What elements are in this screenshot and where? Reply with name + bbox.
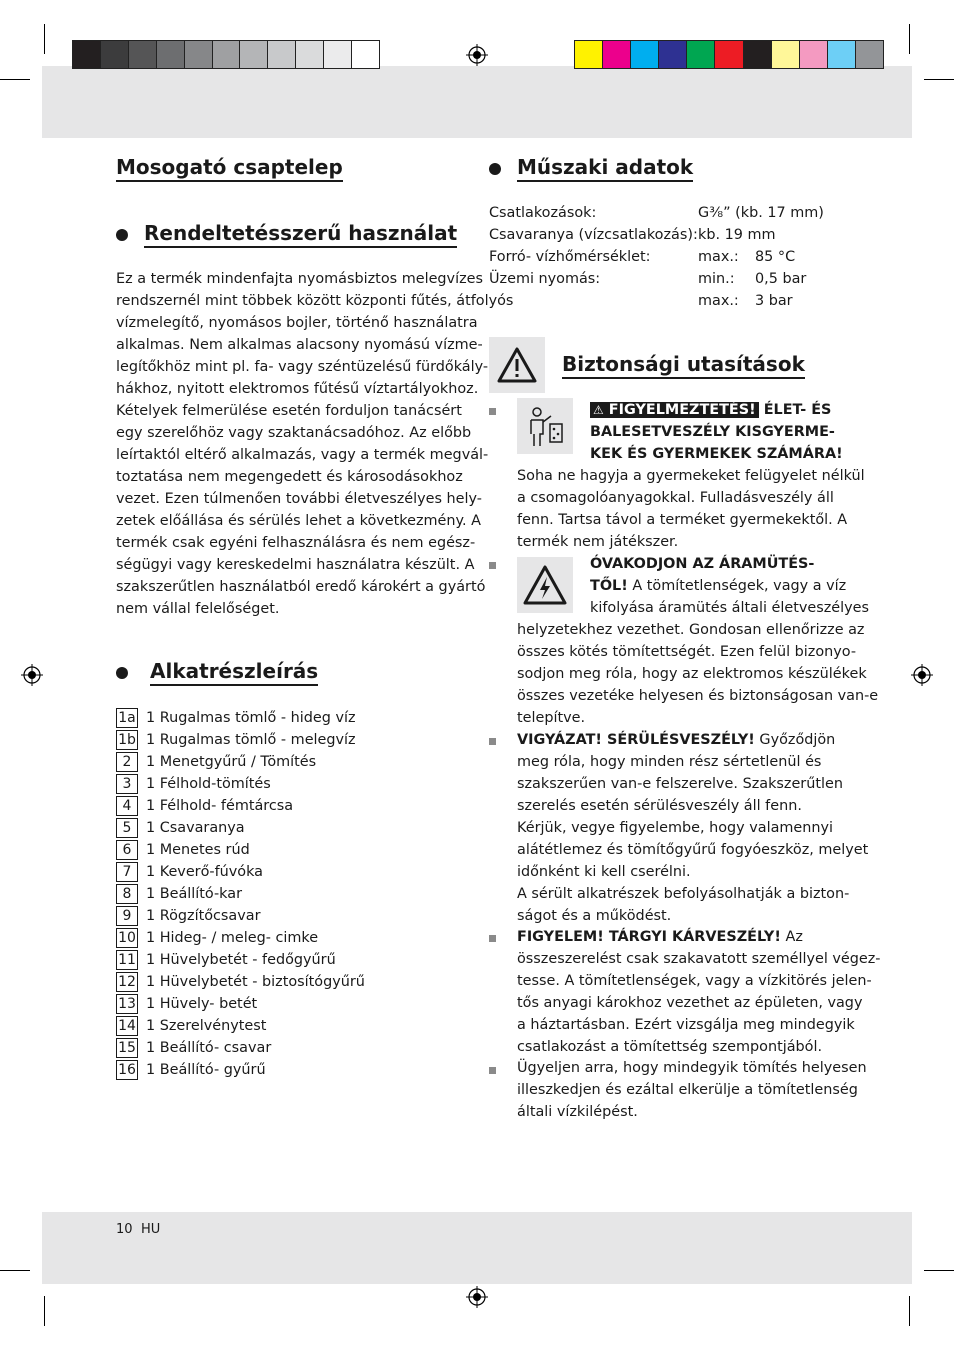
page-title: Mosogató csaptelep — [116, 155, 343, 182]
part-row — [116, 729, 365, 751]
warning1-line: fenn. Tartsa távol a terméket gyermekektől. A — [517, 512, 848, 528]
specs-heading-text: Műszaki adatok — [517, 155, 693, 182]
part-label: 1 Keverő-fúvóka — [146, 864, 263, 880]
warning2-head-a: ÓVAKODJON AZ ÁRAMÜTÉS- — [590, 556, 815, 572]
part-label: 1 Rugalmas tömlő - hideg víz — [146, 710, 356, 726]
part-label: 1 Félhold-tömítés — [146, 776, 271, 792]
part-row — [116, 883, 365, 905]
language-code: HU — [141, 1222, 161, 1237]
warning2-heading — [590, 553, 869, 619]
warning2-body — [517, 619, 878, 729]
note5-line: általi vízkilépést. — [517, 1104, 638, 1120]
warning4-head: FIGYELEM! TÁRGYI KÁRVESZÉLY! — [517, 929, 781, 945]
warning1-head-b: BALESETVESZÉLY KISGYERME- — [590, 424, 835, 440]
cmyk-color-strip — [574, 40, 884, 69]
warning1-heading — [590, 399, 843, 465]
part-row — [116, 707, 365, 729]
warning3-line: A sérült alkatrészek befolyásolhatják a bizton- — [517, 886, 850, 902]
specs-heading — [489, 155, 693, 182]
parts-heading — [116, 659, 318, 686]
spec-value-2: 3 bar — [755, 293, 793, 309]
part-label: 1 Beállító- csavar — [146, 1040, 272, 1056]
part-row — [116, 949, 365, 971]
crop-mark — [924, 1270, 954, 1271]
spec-label: Üzemi nyomás: — [489, 271, 601, 287]
spec-value-2: 0,5 bar — [755, 271, 807, 287]
part-label: 1 Beállító-kar — [146, 886, 242, 902]
intended-use-heading — [116, 221, 457, 248]
bullet-square-icon — [489, 1067, 496, 1074]
note5-body — [517, 1057, 867, 1123]
cmyk-swatch — [603, 41, 631, 68]
crop-mark — [0, 79, 30, 80]
part-label: 1 Csavaranya — [146, 820, 245, 836]
safety-heading: Biztonsági utasítások — [562, 352, 805, 379]
page-number: 10 — [116, 1222, 133, 1237]
spec-label: Csavaranya (vízcsatlakozás): — [489, 227, 698, 243]
warning4-line: tesse. A tömítetlenségek, vagy a vízkitörés jelen- — [517, 973, 872, 989]
part-label: 1 Hüvelybetét - biztosítógyűrű — [146, 974, 365, 990]
part-number: 9 — [116, 906, 138, 926]
warning2-line: összes vezetéke helyesen és biztonságosan van-e — [517, 688, 879, 704]
cmyk-swatch — [659, 41, 687, 68]
crop-mark — [909, 1296, 910, 1326]
warning3-body — [517, 729, 868, 927]
part-number: 5 — [116, 818, 138, 838]
part-number: 3 — [116, 774, 138, 794]
part-number: 7 — [116, 862, 138, 882]
warning2-line: összes kötés tömítettségét. Ezen felül bizonyo- — [517, 644, 857, 660]
spec-value: max.: — [698, 293, 739, 309]
gray-swatch — [352, 41, 379, 68]
part-number: 1a — [116, 708, 138, 728]
gray-swatch — [296, 41, 324, 68]
warning1-line: a csomagolóanyagokkal. Fulladásveszély áll — [517, 490, 834, 506]
intended-use-line: egy szerelőhöz vagy szaktanácsadóhoz. Az előbb — [116, 425, 472, 441]
part-row — [116, 839, 365, 861]
bullet-square-icon — [489, 738, 496, 745]
gray-color-strip — [72, 40, 380, 69]
electric-warning-icon-box — [517, 557, 573, 613]
footer-band — [42, 1212, 912, 1284]
gray-swatch — [185, 41, 213, 68]
intended-use-line: hákhoz, nyitott elektromos fűtésű víztartályokhoz. — [116, 381, 479, 397]
warning3-line: szerelés esetén sérülésveszély áll fenn. — [517, 798, 802, 814]
bullet-icon — [489, 163, 501, 175]
intended-use-paragraph — [116, 268, 513, 620]
registration-mark-icon — [466, 1286, 488, 1308]
crop-mark — [909, 24, 910, 54]
registration-mark-icon — [911, 664, 933, 686]
part-number: 4 — [116, 796, 138, 816]
warning1-body — [517, 465, 865, 553]
part-number: 13 — [116, 994, 138, 1014]
part-row — [116, 861, 365, 883]
warning2-rest-b: A tömítetlenségek, vagy a víz — [627, 578, 847, 594]
bullet-square-icon — [489, 935, 496, 942]
warning3-line: ságot és a működést. — [517, 908, 672, 924]
part-label: 1 Beállító- gyűrű — [146, 1062, 266, 1078]
part-row — [116, 927, 365, 949]
cmyk-swatch — [631, 41, 659, 68]
part-label: 1 Rögzítőcsavar — [146, 908, 261, 924]
intended-use-line: toztatása nem megengedett és károsodásokhoz — [116, 469, 463, 485]
bullet-square-icon — [489, 408, 496, 415]
warning2-line: telepítve. — [517, 710, 586, 726]
part-number: 10 — [116, 928, 138, 948]
gray-swatch — [73, 41, 101, 68]
part-row — [116, 905, 365, 927]
part-row — [116, 817, 365, 839]
warning2-line: helyzetekhez vezethet. Gondosan ellenőrizze az — [517, 622, 865, 638]
warning-badge — [590, 402, 759, 418]
intended-use-line: nem vállal felelőséget. — [116, 601, 280, 617]
warning4-line: a háztartásban. Ezért vizsgálja meg mindegyik — [517, 1017, 855, 1033]
intended-use-line: szakszerűtlen használatból eredő károkért a gyártó — [116, 579, 486, 595]
warning2-short-line: kifolyása áramütés általi életveszélyes — [590, 600, 870, 616]
warning4-body — [517, 926, 881, 1058]
intended-use-line: Kételyek felmerülése esetén forduljon tanácsért — [116, 403, 462, 419]
warning4-line: tős anyagi károkhoz vezethet az épületen, vagy — [517, 995, 863, 1011]
intended-use-line: vezet. Ezen túlmenően további életveszélyes hely- — [116, 491, 482, 507]
part-number: 12 — [116, 972, 138, 992]
warning-badge-label: FIGYELMEZTETÉS! — [608, 402, 756, 418]
note5-line: illeszkedjen és ezáltal elkerülje a tömítetlenség — [517, 1082, 858, 1098]
gray-swatch — [268, 41, 296, 68]
gray-swatch — [101, 41, 129, 68]
part-number: 16 — [116, 1060, 138, 1080]
part-row — [116, 795, 365, 817]
part-label: 1 Hüvely- betét — [146, 996, 258, 1012]
intended-use-line: termék csak egyéni felhasználásra és nem egész- — [116, 535, 476, 551]
warning3-line: alátétlemez és tömítőgyűrű fogyóeszköz, melyet — [517, 842, 869, 858]
intended-use-line: rendszernél mint többek között központi fűtés, átfolyós — [116, 293, 514, 309]
warning-badge-icon: ⚠ — [593, 403, 604, 417]
intended-use-line: ségügyi vagy kereskedelmi használatra készült. A — [116, 557, 475, 573]
part-row — [116, 993, 365, 1015]
part-label: 1 Hideg- / meleg- cimke — [146, 930, 319, 946]
warning1-line: Soha ne hagyja a gyermekeket felügyelet nélkül — [517, 468, 865, 484]
gray-swatch — [157, 41, 185, 68]
intended-use-line: leírtaktól eltérő alkalmazás, vagy a termék megvál- — [116, 447, 489, 463]
cmyk-swatch — [828, 41, 856, 68]
gray-swatch — [324, 41, 352, 68]
part-label: 1 Hüvelybetét - fedőgyűrű — [146, 952, 336, 968]
part-row — [116, 773, 365, 795]
cmyk-swatch — [715, 41, 743, 68]
part-row — [116, 1059, 365, 1081]
cmyk-swatch — [575, 41, 603, 68]
warning3-head: VIGYÁZAT! SÉRÜLÉSVESZÉLY! — [517, 732, 755, 748]
gray-swatch — [213, 41, 241, 68]
spec-value-2: 85 °C — [755, 249, 796, 265]
cmyk-swatch — [687, 41, 715, 68]
intended-use-line: alkalmas. Nem alkalmas alacsony nyomású vízme- — [116, 337, 483, 353]
part-number: 2 — [116, 752, 138, 772]
warning3-line: szakszerűen van-e felszerelve. Szakszerűtlen — [517, 776, 843, 792]
crop-mark — [924, 79, 954, 80]
electric-shock-icon — [517, 557, 573, 613]
spec-value: kb. 19 mm — [698, 227, 776, 243]
child-warning-icon — [517, 398, 573, 454]
warning2-line: sodjon meg róla, hogy az elektromos készülékek — [517, 666, 867, 682]
cmyk-swatch — [772, 41, 800, 68]
safety-icon-box — [489, 337, 545, 393]
intended-use-line: Ez a termék mindenfajta nyomásbiztos melegvízes — [116, 271, 483, 287]
spec-value: max.: — [698, 249, 739, 265]
gray-swatch — [129, 41, 157, 68]
part-number: 1b — [116, 730, 138, 750]
warning3-line: meg róla, hogy minden rész sértetlenül és — [517, 754, 822, 770]
crop-mark — [0, 1270, 30, 1271]
warning1-line: termék nem játékszer. — [517, 534, 679, 550]
part-row — [116, 971, 365, 993]
crop-mark — [44, 1296, 45, 1326]
part-label: 1 Menetgyűrű / Tömítés — [146, 754, 317, 770]
part-row — [116, 1037, 365, 1059]
header-band — [42, 66, 912, 138]
part-row — [116, 1015, 365, 1037]
warning1-head-a: ÉLET- ÉS — [758, 402, 832, 418]
part-label: 1 Szerelvénytest — [146, 1018, 267, 1034]
cmyk-swatch — [856, 41, 883, 68]
part-label: 1 Rugalmas tömlő - melegvíz — [146, 732, 356, 748]
warning4-line: csatlakozást a tömítettség szempontjából. — [517, 1039, 823, 1055]
cmyk-swatch — [800, 41, 828, 68]
parts-heading-text: Alkatrészleírás — [150, 659, 318, 686]
registration-mark-icon — [466, 44, 488, 66]
spec-value: G⅜” (kb. 17 mm) — [698, 205, 824, 221]
part-number: 14 — [116, 1016, 138, 1036]
intended-use-heading-text: Rendeltetésszerű használat — [144, 221, 457, 248]
spec-label: Csatlakozások: — [489, 205, 597, 221]
warning4-rest: Az — [780, 929, 803, 945]
part-number: 15 — [116, 1038, 138, 1058]
warning-triangle-icon — [489, 337, 545, 393]
bullet-icon — [116, 667, 128, 679]
warning4-line: összeszerelést csak szakavatott személlyel végez- — [517, 951, 881, 967]
registration-mark-icon — [21, 664, 43, 686]
crop-mark — [44, 24, 45, 54]
part-number: 6 — [116, 840, 138, 860]
child-warning-icon-box — [517, 398, 573, 454]
intended-use-line: zetek előállása és sérülés lehet a következmény. A — [116, 513, 481, 529]
bullet-icon — [116, 229, 128, 241]
intended-use-line: legítőkhöz mint pl. fa- vagy széntüzelésű fürdőkály- — [116, 359, 489, 375]
part-label: 1 Félhold- fémtárcsa — [146, 798, 294, 814]
parts-list — [116, 707, 365, 1081]
intended-use-line: vízmelegítő, nyomásos bojler, történő használatra — [116, 315, 478, 331]
gray-swatch — [240, 41, 268, 68]
part-number: 11 — [116, 950, 138, 970]
warning3-line: Kérjük, vegye figyelembe, hogy valamennyi — [517, 820, 834, 836]
part-label: 1 Menetes rúd — [146, 842, 250, 858]
part-number: 8 — [116, 884, 138, 904]
spec-label: Forró- vízhőmérséklet: — [489, 249, 651, 265]
warning3-rest: Győződjön — [754, 732, 836, 748]
bullet-square-icon — [489, 562, 496, 569]
part-row — [116, 751, 365, 773]
spec-value: min.: — [698, 271, 735, 287]
warning1-head-c: KEK ÉS GYERMEKEK SZÁMÁRA! — [590, 446, 843, 462]
cmyk-swatch — [744, 41, 772, 68]
note5-line: Ügyeljen arra, hogy mindegyik tömítés helyesen — [517, 1060, 867, 1076]
warning2-head-b: TŐL! — [590, 578, 628, 594]
warning3-line: időnként ki kell cserélni. — [517, 864, 691, 880]
